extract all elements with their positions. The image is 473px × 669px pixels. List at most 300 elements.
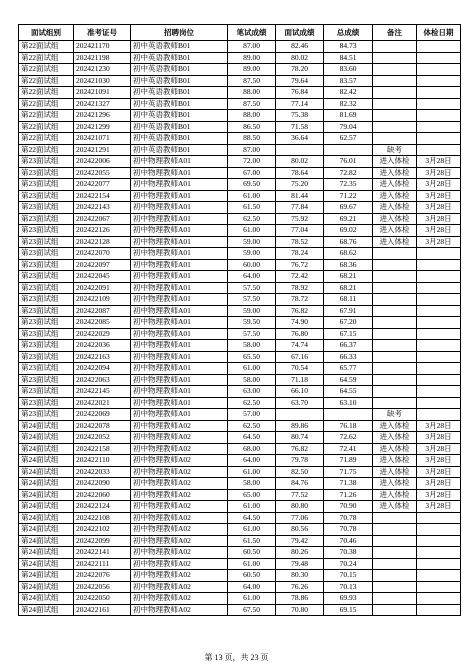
table-row bbox=[19, 409, 461, 421]
cell-remark bbox=[373, 52, 417, 64]
cell-total-score: 72.41 bbox=[324, 443, 373, 455]
cell-ticket-number: 202422110 bbox=[74, 455, 131, 467]
cell-group: 第22面试组 bbox=[19, 64, 74, 76]
cell-remark: 进入体检 bbox=[373, 225, 417, 237]
cell-group: 第22面试组 bbox=[19, 121, 74, 133]
cell-group: 第24面试组 bbox=[19, 581, 74, 593]
cell-total-score: 83.57 bbox=[324, 75, 373, 87]
cell-interview-score: 78.52 bbox=[276, 236, 324, 248]
cell-group: 第23面试组 bbox=[19, 225, 74, 237]
table-row bbox=[19, 501, 461, 513]
cell-remark bbox=[373, 351, 417, 363]
table-row bbox=[19, 213, 461, 225]
cell-interview-score: 80.74 bbox=[276, 432, 324, 444]
cell-position: 初中物理教师A01 bbox=[131, 282, 228, 294]
cell-position: 初中物理教师A01 bbox=[131, 409, 228, 421]
table-row bbox=[19, 259, 461, 271]
table-row bbox=[19, 305, 461, 317]
cell-interview-score: 80.02 bbox=[276, 156, 324, 168]
cell-position: 初中物理教师A01 bbox=[131, 167, 228, 179]
cell-exam-date bbox=[417, 581, 461, 593]
cell-written-score: 61.00 bbox=[228, 524, 276, 536]
cell-exam-date bbox=[417, 317, 461, 329]
cell-remark bbox=[373, 593, 417, 605]
cell-remark: 进入体检 bbox=[373, 432, 417, 444]
cell-total-score: 67.91 bbox=[324, 305, 373, 317]
cell-ticket-number: 202422060 bbox=[74, 489, 131, 501]
cell-ticket-number: 202422085 bbox=[74, 317, 131, 329]
cell-exam-date bbox=[417, 271, 461, 283]
cell-total-score: 68.21 bbox=[324, 282, 373, 294]
cell-group: 第24面试组 bbox=[19, 547, 74, 559]
cell-group: 第22面试组 bbox=[19, 144, 74, 156]
cell-group: 第24面试组 bbox=[19, 558, 74, 570]
cell-ticket-number: 202422163 bbox=[74, 351, 131, 363]
cell-exam-date: 3月28日 bbox=[417, 190, 461, 202]
cell-remark bbox=[373, 75, 417, 87]
cell-written-score: 87.00 bbox=[228, 41, 276, 53]
cell-written-score: 68.00 bbox=[228, 443, 276, 455]
table-row bbox=[19, 294, 461, 306]
cell-ticket-number: 202422126 bbox=[74, 225, 131, 237]
cell-position: 初中物理教师A01 bbox=[131, 374, 228, 386]
cell-written-score: 57.50 bbox=[228, 328, 276, 340]
table-row bbox=[19, 351, 461, 363]
cell-written-score: 62.50 bbox=[228, 213, 276, 225]
cell-exam-date bbox=[417, 328, 461, 340]
cell-position: 初中物理教师A02 bbox=[131, 604, 228, 616]
cell-ticket-number: 202421030 bbox=[74, 75, 131, 87]
cell-interview-score: 78.20 bbox=[276, 64, 324, 76]
cell-written-score: 67.50 bbox=[228, 604, 276, 616]
cell-exam-date: 3月28日 bbox=[417, 420, 461, 432]
cell-ticket-number: 202421230 bbox=[74, 64, 131, 76]
cell-exam-date: 3月28日 bbox=[417, 443, 461, 455]
header-total-score: 总成绩 bbox=[324, 25, 373, 41]
cell-exam-date: 3月28日 bbox=[417, 202, 461, 214]
cell-exam-date bbox=[417, 558, 461, 570]
cell-interview-score: 71.58 bbox=[276, 121, 324, 133]
cell-exam-date bbox=[417, 593, 461, 605]
cell-group: 第22面试组 bbox=[19, 87, 74, 99]
cell-group: 第23面试组 bbox=[19, 363, 74, 375]
cell-position: 初中英语教师B01 bbox=[131, 41, 228, 53]
cell-group: 第24面试组 bbox=[19, 501, 74, 513]
cell-position: 初中物理教师A02 bbox=[131, 547, 228, 559]
cell-position: 初中英语教师B01 bbox=[131, 98, 228, 110]
cell-written-score: 88.00 bbox=[228, 110, 276, 122]
cell-total-score: 81.69 bbox=[324, 110, 373, 122]
cell-position: 初中物理教师A02 bbox=[131, 432, 228, 444]
cell-exam-date bbox=[417, 604, 461, 616]
table-row bbox=[19, 547, 461, 559]
cell-ticket-number: 202421299 bbox=[74, 121, 131, 133]
cell-ticket-number: 202422102 bbox=[74, 524, 131, 536]
cell-total-score: 67.20 bbox=[324, 317, 373, 329]
cell-position: 初中物理教师A02 bbox=[131, 489, 228, 501]
cell-remark bbox=[373, 512, 417, 524]
cell-interview-score: 84.76 bbox=[276, 478, 324, 490]
cell-total-score: 69.93 bbox=[324, 593, 373, 605]
cell-written-score: 58.00 bbox=[228, 340, 276, 352]
cell-remark bbox=[373, 363, 417, 375]
cell-remark bbox=[373, 558, 417, 570]
header-written-score: 笔试成绩 bbox=[228, 25, 276, 41]
cell-exam-date: 3月28日 bbox=[417, 236, 461, 248]
cell-position: 初中物理教师A01 bbox=[131, 179, 228, 191]
cell-remark bbox=[373, 110, 417, 122]
cell-position: 初中物理教师A01 bbox=[131, 236, 228, 248]
cell-total-score: 69.02 bbox=[324, 225, 373, 237]
cell-ticket-number: 202422029 bbox=[74, 328, 131, 340]
cell-position: 初中物理教师A02 bbox=[131, 581, 228, 593]
header-group: 面试组别 bbox=[19, 25, 74, 41]
cell-interview-score: 77.84 bbox=[276, 202, 324, 214]
cell-position: 初中物理教师A01 bbox=[131, 156, 228, 168]
cell-interview-score: 78.92 bbox=[276, 282, 324, 294]
cell-remark: 进入体检 bbox=[373, 489, 417, 501]
table-row bbox=[19, 524, 461, 536]
cell-interview-score: 63.70 bbox=[276, 397, 324, 409]
table-row bbox=[19, 156, 461, 168]
cell-total-score: 63.10 bbox=[324, 397, 373, 409]
cell-position: 初中物理教师A02 bbox=[131, 512, 228, 524]
table-row bbox=[19, 432, 461, 444]
cell-written-score: 72.00 bbox=[228, 156, 276, 168]
cell-ticket-number: 202421091 bbox=[74, 87, 131, 99]
table-row bbox=[19, 512, 461, 524]
cell-total-score: 69.15 bbox=[324, 604, 373, 616]
cell-total-score: 71.22 bbox=[324, 190, 373, 202]
cell-written-score: 61.00 bbox=[228, 363, 276, 375]
cell-written-score: 61.00 bbox=[228, 501, 276, 513]
cell-group: 第22面试组 bbox=[19, 98, 74, 110]
table-row bbox=[19, 397, 461, 409]
cell-exam-date bbox=[417, 374, 461, 386]
cell-total-score: 72.35 bbox=[324, 179, 373, 191]
cell-exam-date bbox=[417, 133, 461, 145]
cell-position: 初中物理教师A02 bbox=[131, 535, 228, 547]
cell-position: 初中物理教师A01 bbox=[131, 190, 228, 202]
cell-ticket-number: 202422052 bbox=[74, 432, 131, 444]
table-row bbox=[19, 455, 461, 467]
cell-position: 初中英语教师B01 bbox=[131, 64, 228, 76]
cell-written-score: 89.00 bbox=[228, 64, 276, 76]
cell-interview-score bbox=[276, 409, 324, 421]
cell-interview-score: 78.24 bbox=[276, 248, 324, 260]
cell-ticket-number: 202422099 bbox=[74, 535, 131, 547]
cell-total-score: 84.51 bbox=[324, 52, 373, 64]
table-row bbox=[19, 581, 461, 593]
cell-group: 第23面试组 bbox=[19, 374, 74, 386]
cell-remark bbox=[373, 133, 417, 145]
cell-position: 初中物理教师A01 bbox=[131, 317, 228, 329]
cell-exam-date bbox=[417, 87, 461, 99]
cell-group: 第23面试组 bbox=[19, 294, 74, 306]
cell-remark bbox=[373, 374, 417, 386]
cell-interview-score: 70.80 bbox=[276, 604, 324, 616]
cell-exam-date: 3月28日 bbox=[417, 478, 461, 490]
cell-ticket-number: 202422021 bbox=[74, 397, 131, 409]
cell-remark bbox=[373, 386, 417, 398]
cell-remark bbox=[373, 41, 417, 53]
cell-remark bbox=[373, 294, 417, 306]
cell-total-score bbox=[324, 144, 373, 156]
cell-group: 第23面试组 bbox=[19, 282, 74, 294]
cell-ticket-number: 202422124 bbox=[74, 501, 131, 513]
cell-written-score: 64.00 bbox=[228, 581, 276, 593]
cell-position: 初中物理教师A01 bbox=[131, 386, 228, 398]
header-ticket-number: 准考证号 bbox=[74, 25, 131, 41]
table-row bbox=[19, 271, 461, 283]
cell-ticket-number: 202422055 bbox=[74, 167, 131, 179]
cell-remark bbox=[373, 305, 417, 317]
header-row bbox=[19, 25, 461, 41]
cell-interview-score: 76.84 bbox=[276, 87, 324, 99]
cell-total-score: 83.60 bbox=[324, 64, 373, 76]
cell-position: 初中物理教师A02 bbox=[131, 524, 228, 536]
cell-position: 初中物理教师A02 bbox=[131, 501, 228, 513]
cell-exam-date bbox=[417, 570, 461, 582]
cell-ticket-number: 202421327 bbox=[74, 98, 131, 110]
cell-ticket-number: 202422109 bbox=[74, 294, 131, 306]
cell-interview-score: 76.72 bbox=[276, 259, 324, 271]
cell-interview-score: 71.18 bbox=[276, 374, 324, 386]
cell-interview-score: 74.90 bbox=[276, 317, 324, 329]
page-footer: 第 13 页，共 23 页 bbox=[204, 653, 269, 662]
cell-interview-score: 79.42 bbox=[276, 535, 324, 547]
table-row bbox=[19, 144, 461, 156]
cell-exam-date bbox=[417, 547, 461, 559]
cell-exam-date: 3月28日 bbox=[417, 432, 461, 444]
cell-remark bbox=[373, 282, 417, 294]
cell-total-score: 66.33 bbox=[324, 351, 373, 363]
cell-group: 第23面试组 bbox=[19, 397, 74, 409]
cell-exam-date bbox=[417, 144, 461, 156]
cell-position: 初中物理教师A01 bbox=[131, 305, 228, 317]
cell-position: 初中英语教师B01 bbox=[131, 87, 228, 99]
cell-remark: 进入体检 bbox=[373, 478, 417, 490]
cell-written-score: 87.50 bbox=[228, 98, 276, 110]
cell-exam-date: 3月28日 bbox=[417, 179, 461, 191]
cell-group: 第24面试组 bbox=[19, 478, 74, 490]
cell-ticket-number: 202422094 bbox=[74, 363, 131, 375]
cell-written-score: 59.50 bbox=[228, 317, 276, 329]
cell-position: 初中物理教师A02 bbox=[131, 466, 228, 478]
cell-written-score: 61.00 bbox=[228, 558, 276, 570]
cell-exam-date bbox=[417, 248, 461, 260]
cell-written-score: 61.50 bbox=[228, 535, 276, 547]
cell-interview-score: 76.80 bbox=[276, 328, 324, 340]
cell-total-score: 71.89 bbox=[324, 455, 373, 467]
cell-interview-score: 77.52 bbox=[276, 489, 324, 501]
cell-group: 第22面试组 bbox=[19, 75, 74, 87]
cell-interview-score: 82.50 bbox=[276, 466, 324, 478]
cell-interview-score: 75.20 bbox=[276, 179, 324, 191]
cell-written-score: 57.50 bbox=[228, 294, 276, 306]
cell-remark: 进入体检 bbox=[373, 190, 417, 202]
cell-total-score: 70.38 bbox=[324, 547, 373, 559]
cell-remark bbox=[373, 87, 417, 99]
cell-group: 第24面试组 bbox=[19, 455, 74, 467]
cell-position: 初中英语教师B01 bbox=[131, 133, 228, 145]
cell-ticket-number: 202422063 bbox=[74, 374, 131, 386]
cell-written-score: 69.50 bbox=[228, 179, 276, 191]
cell-written-score: 88.00 bbox=[228, 87, 276, 99]
cell-exam-date bbox=[417, 340, 461, 352]
cell-exam-date: 3月28日 bbox=[417, 489, 461, 501]
cell-written-score: 89.00 bbox=[228, 52, 276, 64]
cell-ticket-number: 202422006 bbox=[74, 156, 131, 168]
cell-interview-score: 36.64 bbox=[276, 133, 324, 145]
cell-group: 第24面试组 bbox=[19, 432, 74, 444]
cell-remark bbox=[373, 121, 417, 133]
cell-remark: 进入体检 bbox=[373, 167, 417, 179]
cell-ticket-number: 202421198 bbox=[74, 52, 131, 64]
cell-total-score: 71.75 bbox=[324, 466, 373, 478]
cell-written-score: 65.00 bbox=[228, 489, 276, 501]
cell-ticket-number: 202422076 bbox=[74, 570, 131, 582]
cell-ticket-number: 202422045 bbox=[74, 271, 131, 283]
cell-exam-date bbox=[417, 259, 461, 271]
table-row bbox=[19, 179, 461, 191]
cell-position: 初中物理教师A01 bbox=[131, 202, 228, 214]
cell-interview-score: 80.26 bbox=[276, 547, 324, 559]
cell-group: 第22面试组 bbox=[19, 41, 74, 53]
table-row bbox=[19, 110, 461, 122]
cell-remark bbox=[373, 98, 417, 110]
cell-exam-date bbox=[417, 524, 461, 536]
cell-remark: 进入体检 bbox=[373, 156, 417, 168]
cell-remark bbox=[373, 581, 417, 593]
cell-exam-date bbox=[417, 41, 461, 53]
cell-written-score: 63.00 bbox=[228, 386, 276, 398]
cell-ticket-number: 202422090 bbox=[74, 478, 131, 490]
cell-remark bbox=[373, 340, 417, 352]
cell-group: 第23面试组 bbox=[19, 271, 74, 283]
cell-exam-date bbox=[417, 110, 461, 122]
cell-interview-score: 78.86 bbox=[276, 593, 324, 605]
cell-position: 初中英语教师B01 bbox=[131, 52, 228, 64]
cell-group: 第23面试组 bbox=[19, 409, 74, 421]
cell-ticket-number: 202422143 bbox=[74, 202, 131, 214]
cell-group: 第24面试组 bbox=[19, 593, 74, 605]
cell-position: 初中物理教师A02 bbox=[131, 570, 228, 582]
cell-group: 第23面试组 bbox=[19, 328, 74, 340]
header-interview-score: 面试成绩 bbox=[276, 25, 324, 41]
cell-ticket-number: 202422141 bbox=[74, 547, 131, 559]
cell-exam-date bbox=[417, 98, 461, 110]
cell-written-score: 57.00 bbox=[228, 409, 276, 421]
cell-position: 初中英语教师B01 bbox=[131, 144, 228, 156]
cell-group: 第23面试组 bbox=[19, 248, 74, 260]
cell-interview-score: 77.14 bbox=[276, 98, 324, 110]
cell-ticket-number: 202422128 bbox=[74, 236, 131, 248]
cell-exam-date bbox=[417, 52, 461, 64]
cell-position: 初中物理教师A01 bbox=[131, 259, 228, 271]
cell-remark: 进入体检 bbox=[373, 443, 417, 455]
cell-interview-score: 81.44 bbox=[276, 190, 324, 202]
cell-interview-score: 76.82 bbox=[276, 305, 324, 317]
table-row bbox=[19, 41, 461, 53]
cell-total-score: 76.18 bbox=[324, 420, 373, 432]
cell-remark: 进入体检 bbox=[373, 420, 417, 432]
cell-total-score: 68.21 bbox=[324, 271, 373, 283]
cell-written-score: 65.50 bbox=[228, 351, 276, 363]
cell-exam-date bbox=[417, 75, 461, 87]
cell-total-score: 76.01 bbox=[324, 156, 373, 168]
cell-position: 初中物理教师A01 bbox=[131, 271, 228, 283]
cell-group: 第23面试组 bbox=[19, 317, 74, 329]
cell-total-score: 64.59 bbox=[324, 374, 373, 386]
cell-remark: 进入体检 bbox=[373, 179, 417, 191]
cell-group: 第22面试组 bbox=[19, 110, 74, 122]
cell-remark: 进入体检 bbox=[373, 501, 417, 513]
cell-position: 初中物理教师A01 bbox=[131, 225, 228, 237]
cell-total-score: 69.67 bbox=[324, 202, 373, 214]
cell-interview-score: 79.48 bbox=[276, 558, 324, 570]
cell-remark bbox=[373, 397, 417, 409]
cell-total-score: 72.62 bbox=[324, 432, 373, 444]
cell-exam-date: 3月28日 bbox=[417, 213, 461, 225]
cell-position: 初中物理教师A01 bbox=[131, 397, 228, 409]
cell-total-score: 67.15 bbox=[324, 328, 373, 340]
cell-position: 初中物理教师A01 bbox=[131, 363, 228, 375]
cell-ticket-number: 202422077 bbox=[74, 179, 131, 191]
cell-group: 第23面试组 bbox=[19, 213, 74, 225]
cell-group: 第24面试组 bbox=[19, 535, 74, 547]
cell-ticket-number: 202422154 bbox=[74, 190, 131, 202]
cell-position: 初中英语教师B01 bbox=[131, 110, 228, 122]
cell-ticket-number: 202422033 bbox=[74, 466, 131, 478]
cell-remark bbox=[373, 535, 417, 547]
cell-ticket-number: 202422111 bbox=[74, 558, 131, 570]
cell-position: 初中物理教师A02 bbox=[131, 420, 228, 432]
table-row bbox=[19, 374, 461, 386]
cell-total-score: 70.90 bbox=[324, 501, 373, 513]
cell-total-score: 68.36 bbox=[324, 259, 373, 271]
cell-ticket-number: 202422070 bbox=[74, 248, 131, 260]
cell-written-score: 61.00 bbox=[228, 225, 276, 237]
cell-remark: 缺考 bbox=[373, 144, 417, 156]
cell-group: 第24面试组 bbox=[19, 524, 74, 536]
cell-exam-date bbox=[417, 363, 461, 375]
cell-total-score: 84.73 bbox=[324, 41, 373, 53]
cell-group: 第23面试组 bbox=[19, 340, 74, 352]
table-row bbox=[19, 236, 461, 248]
cell-group: 第24面试组 bbox=[19, 489, 74, 501]
cell-total-score: 70.46 bbox=[324, 535, 373, 547]
cell-exam-date: 3月28日 bbox=[417, 225, 461, 237]
cell-remark: 进入体检 bbox=[373, 236, 417, 248]
table-row bbox=[19, 443, 461, 455]
cell-ticket-number: 202422161 bbox=[74, 604, 131, 616]
cell-exam-date bbox=[417, 409, 461, 421]
cell-interview-score: 80.56 bbox=[276, 524, 324, 536]
cell-interview-score: 67.16 bbox=[276, 351, 324, 363]
table-row bbox=[19, 64, 461, 76]
cell-group: 第23面试组 bbox=[19, 190, 74, 202]
table-row bbox=[19, 420, 461, 432]
cell-remark bbox=[373, 248, 417, 260]
cell-total-score: 71.38 bbox=[324, 478, 373, 490]
table-row bbox=[19, 133, 461, 145]
cell-group: 第23面试组 bbox=[19, 386, 74, 398]
cell-ticket-number: 202422091 bbox=[74, 282, 131, 294]
cell-interview-score bbox=[276, 144, 324, 156]
table-row bbox=[19, 98, 461, 110]
cell-written-score: 88.50 bbox=[228, 133, 276, 145]
